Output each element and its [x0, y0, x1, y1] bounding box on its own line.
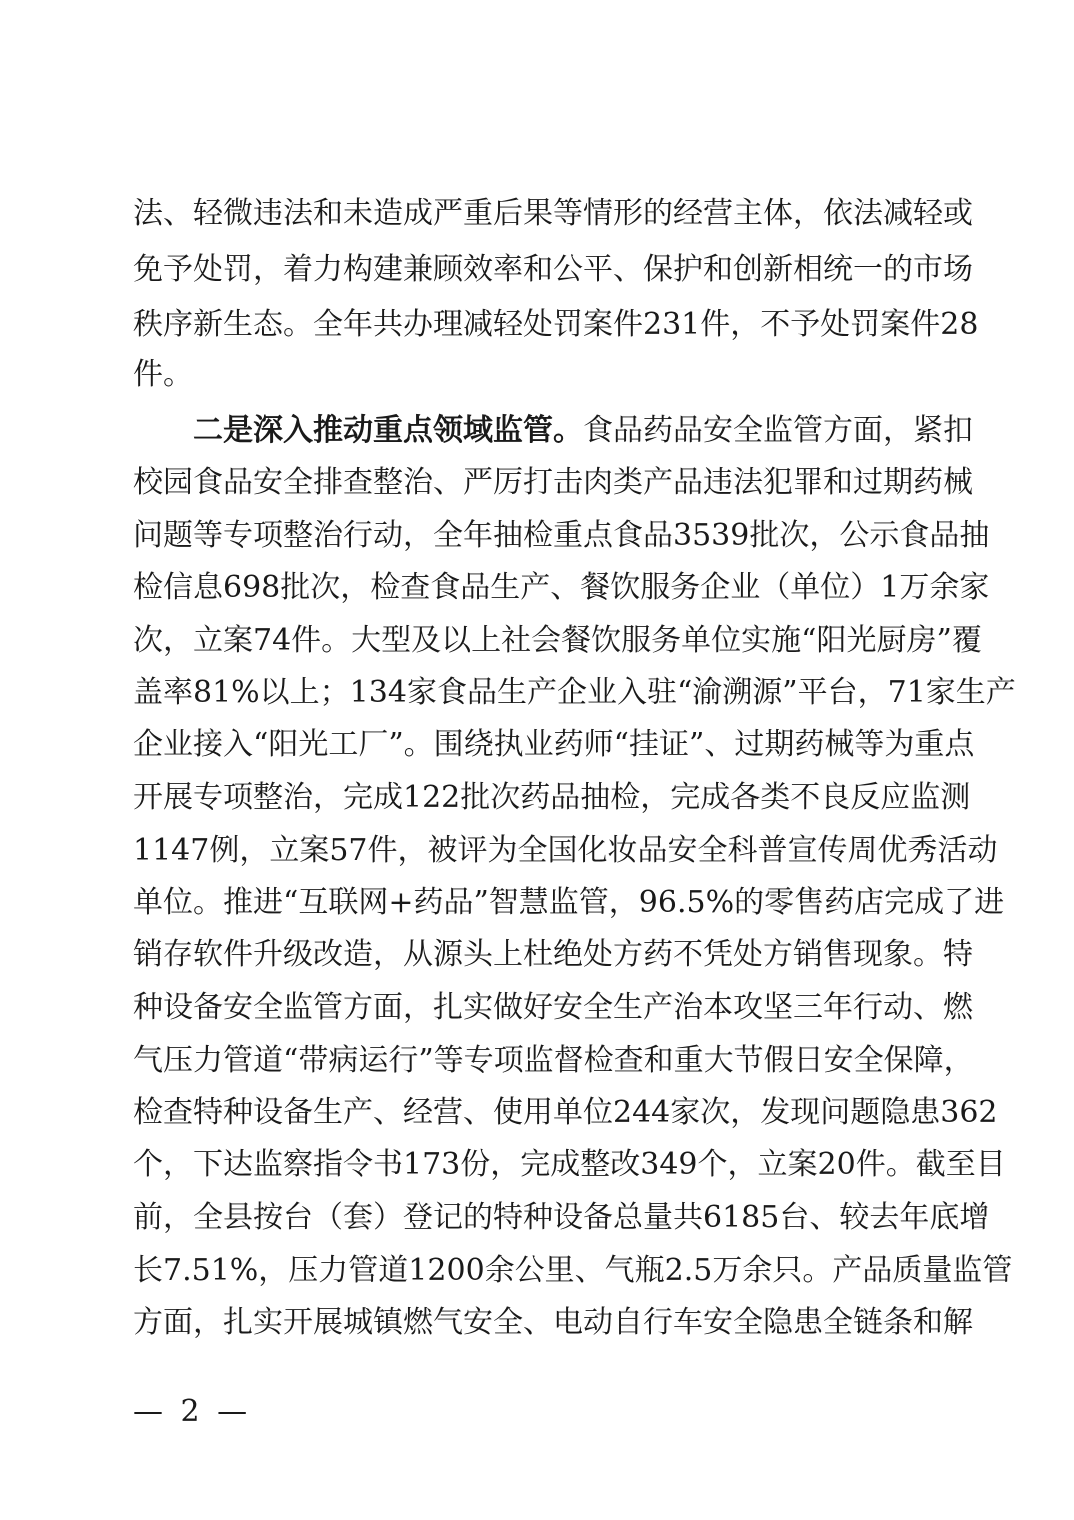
body-text-line: 校园食品安全排查整治、严厉打击肉类产品违法犯罪和过期药械 [133, 465, 973, 500]
body-text-span: 食品药品安全监管方面，紧扣 [583, 413, 973, 448]
body-text-line: 检信息698批次，检查食品生产、餐饮服务企业（单位）1万余家 [133, 570, 990, 605]
body-text-line: 开展专项整治，完成122批次药品抽检，完成各类不良反应监测 [133, 780, 971, 815]
body-text-line: 销存软件升级改造，从源头上杜绝处方药不凭处方销售现象。特 [133, 937, 973, 972]
page-number: — 2 — [133, 1394, 252, 1429]
body-text-line: 个，下达监察指令书173份，完成整改349个，立案20件。截至目 [133, 1147, 1006, 1182]
body-text-line: 企业接入“阳光工厂”。围绕执业药师“挂证”、过期药械等为重点 [133, 727, 975, 762]
paragraph-first-line [193, 406, 973, 456]
body-text-line: 1147例，立案57件，被评为全国化妆品安全科普宣传周优秀活动 [133, 833, 998, 868]
body-text-line: 法、轻微违法和未造成严重后果等情形的经营主体，依法减轻或 [133, 196, 973, 231]
body-text-line: 种设备安全监管方面，扎实做好安全生产治本攻坚三年行动、燃 [133, 990, 973, 1025]
body-text-line: 气压力管道“带病运行”等专项监督检查和重大节假日安全保障， [133, 1043, 974, 1078]
body-text-line: 秩序新生态。全年共办理减轻处罚案件231件，不予处罚案件28 [133, 307, 979, 342]
body-text-line: 方面，扎实开展城镇燃气安全、电动自行车安全隐患全链条和解 [133, 1305, 973, 1340]
body-text-line: 前，全县按台（套）登记的特种设备总量共6185台、较去年底增 [133, 1200, 990, 1235]
body-text-line: 问题等专项整治行动，全年抽检重点食品3539批次，公示食品抽 [133, 518, 990, 553]
body-text-line: 长7.51%，压力管道1200余公里、气瓶2.5万余只。产品质量监管 [133, 1253, 1013, 1288]
body-text-line: 盖率81%以上；134家食品生产企业入驻“渝溯源”平台，71家生产 [133, 675, 1016, 710]
body-text-line: 件。 [133, 357, 193, 392]
section-lead-heading: 二是深入推动重点领域监管。 [193, 413, 583, 448]
body-text-line: 单位。推进“互联网+药品”智慧监管，96.5%的零售药店完成了进 [133, 885, 1005, 920]
body-text-line: 检查特种设备生产、经营、使用单位244家次，发现问题隐患362 [133, 1095, 998, 1130]
body-text-line: 次，立案74件。大型及以上社会餐饮服务单位实施“阳光厨房”覆 [133, 623, 982, 658]
body-text-line: 免予处罚，着力构建兼顾效率和公平、保护和创新相统一的市场 [133, 252, 973, 287]
